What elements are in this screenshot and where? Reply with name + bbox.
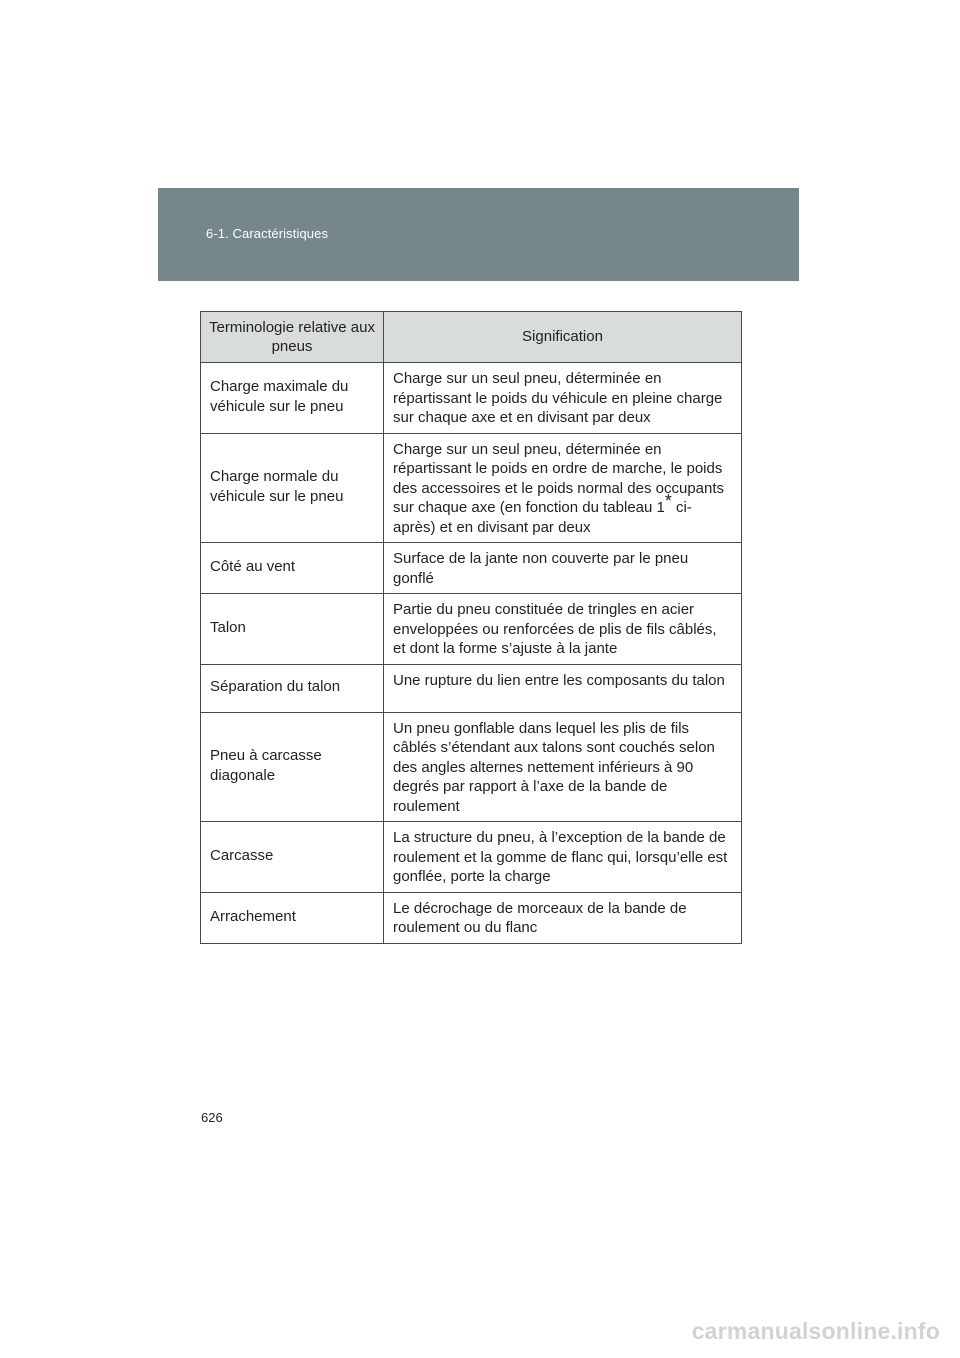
term-cell: Arrachement bbox=[201, 892, 384, 943]
table-header-row bbox=[201, 312, 742, 363]
term-cell: Talon bbox=[201, 594, 384, 665]
meaning-cell: Partie du pneu constituée de tringles en acier enveloppées ou renforcées de plis de fils câblés, et dont la forme s’ajuste à la jante bbox=[384, 594, 742, 665]
meaning-cell: Le décrochage de morceaux de la bande de roulement ou du flanc bbox=[384, 892, 742, 943]
meaning-text: Charge sur un seul pneu, déterminée en répartissant le poids en ordre de marche, le poids des accessoires et le poids normal des occupants sur chaque axe (en fonction du tableau 1 bbox=[393, 440, 725, 516]
table-row bbox=[201, 363, 742, 434]
meaning-cell: Un pneu gonflable dans lequel les plis de fils câblés s’étendant aux talons sont couchés selon des angles alternes nettement inférieurs à 90 degrés par rapport à l’axe de la bande de roulement bbox=[384, 712, 742, 822]
table-row bbox=[201, 543, 742, 594]
meaning-cell: Une rupture du lien entre les composants du talon bbox=[384, 664, 742, 712]
column-header-meaning: Signification bbox=[384, 312, 742, 363]
section-header-band bbox=[158, 188, 799, 281]
column-header-term: Terminologie relative aux pneus bbox=[201, 312, 384, 363]
table-row bbox=[201, 433, 742, 543]
section-title: 6-1. Caractéristiques bbox=[206, 226, 329, 241]
term-cell: Pneu à carcasse diagonale bbox=[201, 712, 384, 822]
term-cell: Charge maximale du véhicule sur le pneu bbox=[201, 363, 384, 434]
term-cell: Carcasse bbox=[201, 822, 384, 893]
table-row bbox=[201, 594, 742, 665]
meaning-cell: Surface de la jante non couverte par le pneu gonflé bbox=[384, 543, 742, 594]
footnote-asterisk: * bbox=[664, 491, 672, 511]
table-row bbox=[201, 892, 742, 943]
watermark: carmanualsonline.info bbox=[691, 1318, 940, 1344]
meaning-cell: La structure du pneu, à l’exception de la bande de roulement et la gomme de flanc qui, lorsqu’elle est gonflée, porte la charge bbox=[384, 822, 742, 893]
meaning-text-tail: ci-après) et en divisant par deux bbox=[393, 499, 692, 536]
term-cell: Séparation du talon bbox=[201, 664, 384, 712]
table-row bbox=[201, 712, 742, 822]
term-cell: Côté au vent bbox=[201, 543, 384, 594]
page-number: 626 bbox=[201, 1110, 223, 1125]
table-row bbox=[201, 664, 742, 712]
meaning-cell bbox=[384, 433, 742, 543]
tire-terminology-table bbox=[200, 311, 742, 944]
meaning-cell: Charge sur un seul pneu, déterminée en répartissant le poids du véhicule en pleine charge sur chaque axe et en divisant par deux bbox=[384, 363, 742, 434]
table-row bbox=[201, 822, 742, 893]
term-cell: Charge normale du véhicule sur le pneu bbox=[201, 433, 384, 543]
